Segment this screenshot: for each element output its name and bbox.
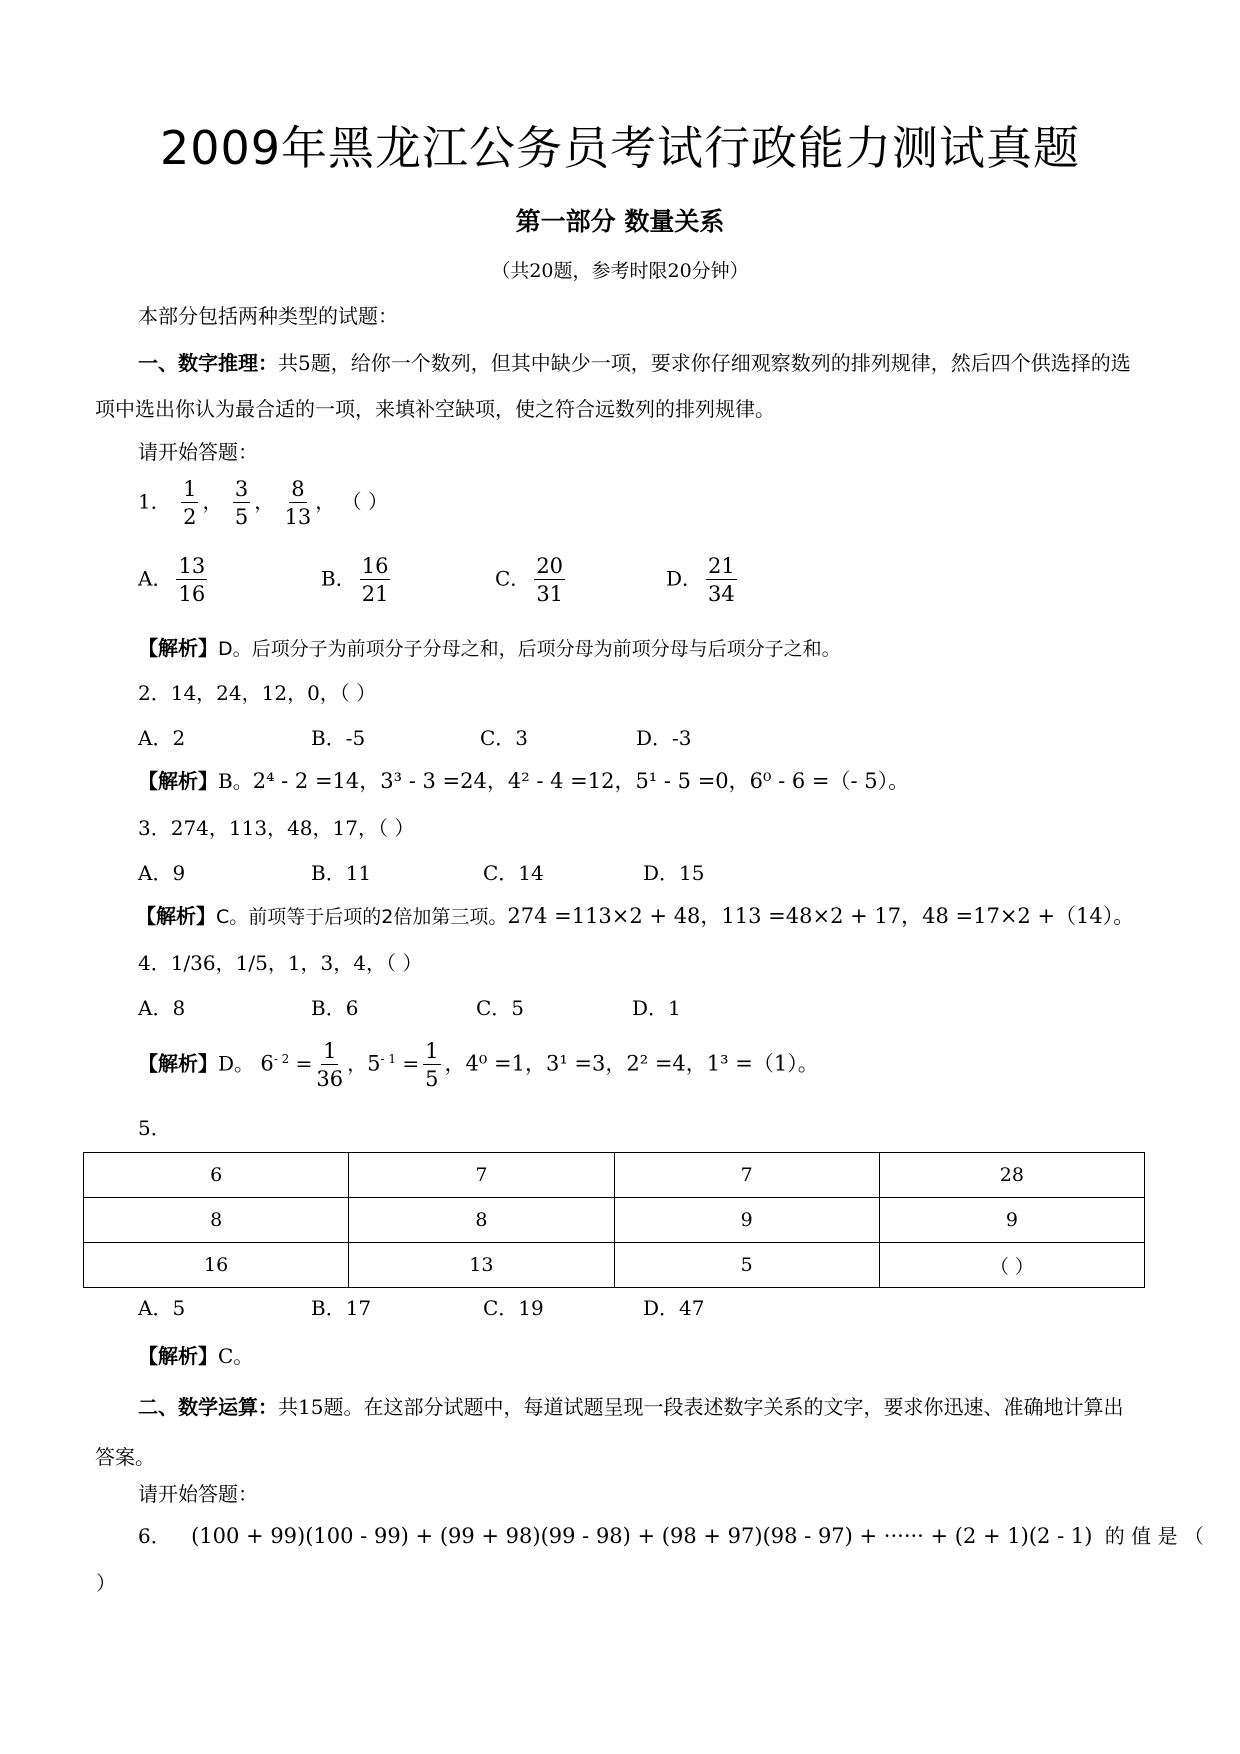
option-a: A．9 <box>138 861 186 885</box>
question-1-label: 1． <box>138 489 171 514</box>
numerator: 20 <box>534 555 565 580</box>
denominator: 16 <box>178 582 206 607</box>
question-6-close: ） <box>96 1571 116 1595</box>
question-4-options <box>138 992 1038 1022</box>
table-cell: 7 <box>349 1153 614 1198</box>
question-5-options <box>138 1292 1038 1322</box>
option-label: B． <box>321 566 356 591</box>
question-6-label: 6． <box>138 1524 171 1548</box>
denominator: 36 <box>316 1067 344 1092</box>
question-1 <box>138 478 388 528</box>
table-cell: 9 <box>879 1198 1144 1243</box>
analysis-math: ，4⁰ =1，3¹ =3，2² =4，1³ =（1）。 <box>444 1051 819 1076</box>
analysis-label: 【解析】 <box>138 636 218 660</box>
question-3-options <box>138 857 1038 887</box>
question-6-tail: 的 值 是 （ <box>1104 1524 1204 1548</box>
option-label: D． <box>666 566 703 591</box>
section1-paragraph <box>95 340 1140 432</box>
option-c: C．19 <box>483 1296 544 1320</box>
number-table <box>83 1152 1145 1288</box>
table-cell: 6 <box>84 1153 349 1198</box>
option-c <box>495 555 569 605</box>
section1-heading: 一、数字推理： <box>138 351 278 375</box>
fraction <box>316 1040 343 1090</box>
table-row <box>84 1198 1145 1243</box>
question-5-label: 5． <box>138 1116 171 1140</box>
table-cell: （ ） <box>879 1243 1144 1288</box>
intro-text: 本部分包括两种类型的试题： <box>138 304 398 328</box>
question-6 <box>138 1520 1204 1549</box>
denominator: 13 <box>284 505 312 530</box>
option-b: B．11 <box>311 861 372 885</box>
question-5-analysis <box>138 1340 253 1369</box>
denominator: 2 <box>183 505 197 530</box>
analysis-label: 【解析】 <box>138 769 218 793</box>
table-cell: 28 <box>879 1153 1144 1198</box>
option-b: B．6 <box>311 996 359 1020</box>
option-b: B．17 <box>311 1296 372 1320</box>
question-2: 2．14，24，12，0，（ ） <box>138 681 377 705</box>
time-note: （共20题，参考时限20分钟） <box>491 260 749 282</box>
numerator: 1 <box>321 1040 338 1065</box>
table-cell: 8 <box>84 1198 349 1243</box>
option-label: C． <box>495 566 531 591</box>
answer-blank: （ ） <box>341 489 389 514</box>
option-d: D．1 <box>632 996 681 1020</box>
separator: ， <box>202 489 223 514</box>
question-4: 4．1/36，1/5，1，3，4，（ ） <box>138 951 423 975</box>
exponent: - 2 <box>273 1051 290 1066</box>
fraction <box>233 478 250 528</box>
fraction <box>706 555 737 605</box>
table-cell: 13 <box>349 1243 614 1288</box>
option-a: A．5 <box>138 1296 186 1320</box>
option-a: A．8 <box>138 996 186 1020</box>
option-d: D．-3 <box>636 726 692 750</box>
denominator: 5 <box>234 505 249 530</box>
analysis-label: 【解析】 <box>138 1051 218 1076</box>
option-d: D．15 <box>643 861 705 885</box>
question-3-analysis <box>136 900 1134 930</box>
fraction <box>534 555 565 605</box>
fraction <box>285 478 312 528</box>
analysis-math: 5 <box>367 1051 381 1076</box>
analysis-text: B。 <box>218 769 253 793</box>
analysis-label: 【解析】 <box>136 904 216 928</box>
section2-paragraph <box>95 1382 1140 1482</box>
fraction <box>176 555 207 605</box>
numerator: 21 <box>706 555 737 580</box>
question-1-analysis <box>138 632 841 661</box>
analysis-math: 2⁴ - 2 =14，3³ - 3 =24，4² - 4 =12，5¹ - 5 =0，6⁰ - 6 =（- 5）。 <box>252 769 910 793</box>
option-c: C．14 <box>483 861 544 885</box>
start-prompt-2: 请开始答题： <box>138 1482 258 1506</box>
numerator: 13 <box>176 555 207 580</box>
numerator: 1 <box>181 478 198 503</box>
start-prompt-1: 请开始答题： <box>138 440 258 464</box>
table-row <box>84 1243 1145 1288</box>
option-label: A． <box>138 566 173 591</box>
question-3: 3．274，113，48，17，（ ） <box>138 816 415 840</box>
option-d: D．47 <box>643 1296 705 1320</box>
denominator: 5 <box>425 1067 439 1092</box>
section1-text: 共5题，给你一个数列，但其中缺少一项，要求你仔细观察数列的排列规律，然后四个供选择的选项中选出你认为最合适的一项，来填补空缺项，使之符合远数列的排列规律。 <box>95 351 1131 421</box>
exponent: - 1 <box>380 1051 397 1066</box>
question-2-options <box>138 722 1038 752</box>
document-title: 2009年黑龙江公务员考试行政能力测试真题 <box>159 121 1081 175</box>
numerator: 3 <box>233 478 250 503</box>
analysis-text: D。 <box>218 1051 255 1076</box>
table-cell: 8 <box>349 1198 614 1243</box>
question-4-analysis: 【解析】D。 $6^{- 2}$ = $\frac{1}{36}$ ，$5^{- 1}$ = $\frac{1}{5}$ ，4⁰ =1，3¹ =3，2² =4，1³ =（1）。 <box>138 1039 819 1092</box>
option-a: A．2 <box>138 726 186 750</box>
option-c: C．5 <box>476 996 525 1020</box>
table-cell: 9 <box>614 1198 879 1243</box>
option-a <box>138 555 211 605</box>
denominator: 31 <box>536 582 564 607</box>
section-subtitle: 第一部分 数量关系 <box>515 207 725 236</box>
table-cell: 5 <box>614 1243 879 1288</box>
option-d <box>666 555 741 605</box>
fraction <box>423 1040 440 1090</box>
fraction <box>360 555 391 605</box>
denominator: 21 <box>361 582 389 607</box>
analysis-math: 6 <box>260 1051 274 1076</box>
numerator: 16 <box>360 555 391 580</box>
table-cell: 7 <box>614 1153 879 1198</box>
numerator: 1 <box>423 1040 440 1065</box>
fraction <box>181 478 198 528</box>
question-6-expression: (100 + 99)(100 - 99) + (99 + 98)(99 - 98) + (98 + 97)(98 - 97) + ······ + (2 + 1)(2 - 1) <box>191 1524 1093 1548</box>
separator: ， <box>315 489 336 514</box>
section2-text: 共15题。在这部分试题中，每道试题呈现一段表述数字关系的文字，要求你迅速、准确地计算出答案。 <box>95 1395 1124 1469</box>
analysis-text: D。后项分子为前项分子分母之和，后项分母为前项分母与后项分子之和。 <box>218 638 841 660</box>
question-2-analysis <box>138 765 909 795</box>
question-1-options <box>138 555 938 615</box>
numerator: 8 <box>289 478 306 503</box>
analysis-text: C。前项等于后项的2倍加第三项。 <box>216 906 508 928</box>
option-b: B．-5 <box>311 726 366 750</box>
separator: ， <box>254 489 275 514</box>
option-b <box>321 555 394 605</box>
section2-heading: 二、数学运算： <box>138 1395 278 1419</box>
analysis-text: C。 <box>218 1344 254 1368</box>
table-cell: 16 <box>84 1243 349 1288</box>
table-row <box>84 1153 1145 1198</box>
analysis-label: 【解析】 <box>138 1344 218 1368</box>
option-c: C．3 <box>480 726 529 750</box>
analysis-math: 274 =113×2 + 48，113 =48×2 + 17，48 =17×2 +（14）。 <box>507 904 1135 928</box>
denominator: 34 <box>708 582 735 607</box>
